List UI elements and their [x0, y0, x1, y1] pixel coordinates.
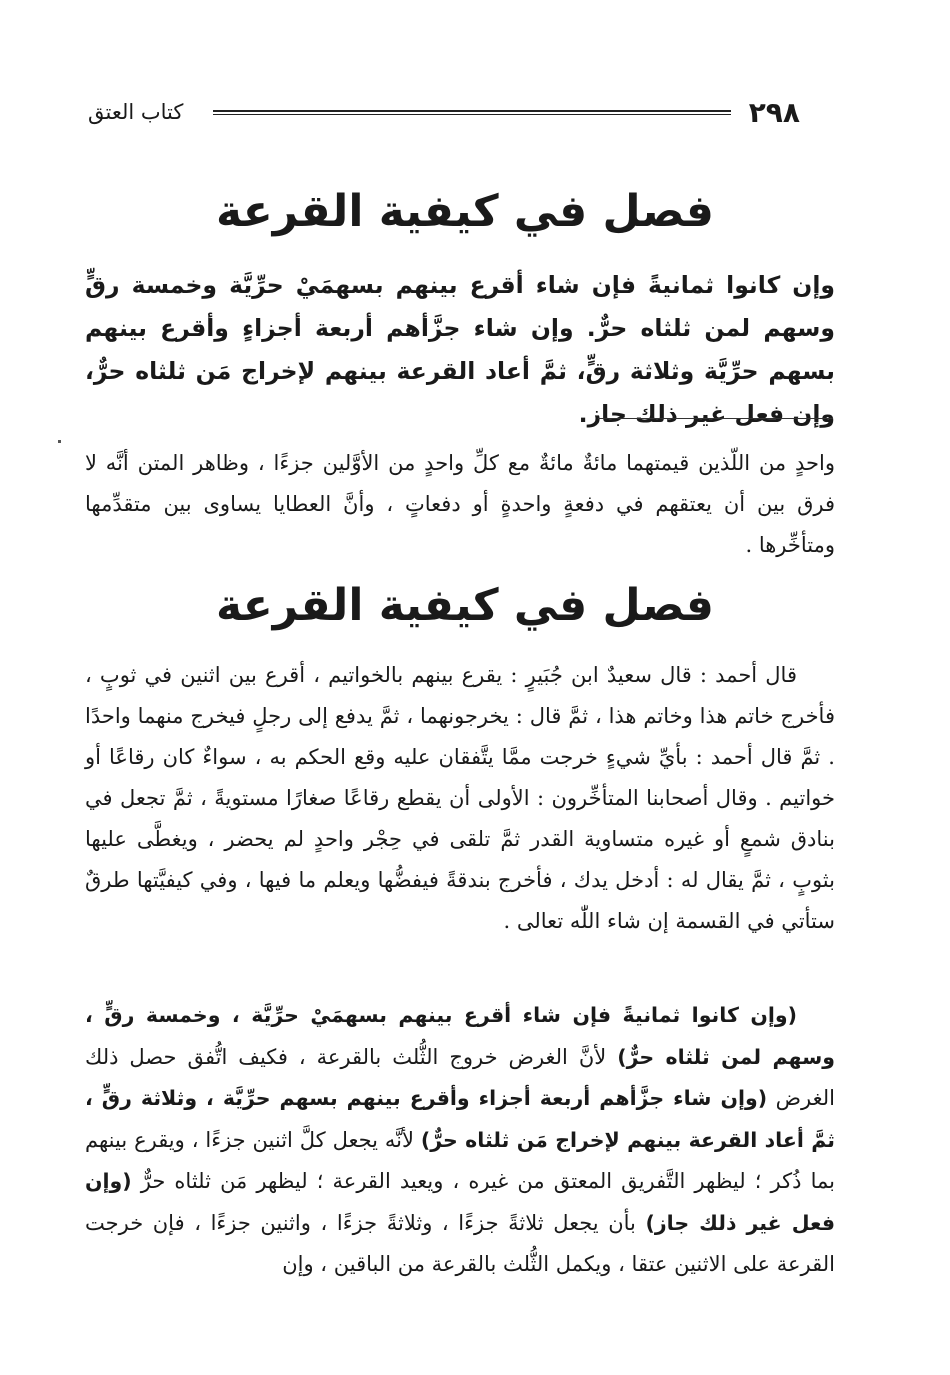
explanation-paragraph — [85, 995, 835, 1286]
commentary-continuation — [85, 443, 835, 566]
explanation-text: لأنَّ الغرض خروج الثُّلث بالقرعة ، فكيف اتُّفق حصل ذلك الغرض — [85, 1044, 835, 1110]
quoted-matn: (وإن كانوا ثمانيةً فإن شاء أقرع بينهم بسهمَيْ حرِّيَّة ، وخمسة رقٍّ ، وسهم لمن ثلثاه حرٌّ) — [85, 1003, 835, 1069]
explanation-text: لأنَّه يجعل كلَّ اثنين جزءًا ، ويقرع بينهم بما ذُكر ؛ ليظهر التَّفريق المعتق من غيره ، ويعيد القرعة ؛ ليظهر مَن ثلثاه حرٌّ — [85, 1127, 835, 1193]
page-number: ٢٩٨ — [748, 95, 800, 129]
explanation-section — [85, 995, 835, 1286]
header-rule — [213, 110, 730, 115]
section-heading-main: فصل في كيفية القرعة — [216, 186, 714, 237]
quoted-matn: (وإن شاء جزَّأهم أربعة أجزاء وأقرع بينهم بسهم حرِّيَّة ، وثلاثة رقٍّ ، ثمَّ أعاد القرعة بينهم لإخراج مَن ثلثاه حرٌّ) — [85, 1086, 835, 1152]
book-title: كتاب العتق — [88, 100, 184, 124]
quoted-matn: (وإن فعل غير ذلك جاز) — [85, 1169, 835, 1235]
margin-mark — [58, 440, 61, 443]
commentary-paragraph: قال أحمد : قال سعيدٌ ابن جُبَيرٍ : يقرع بينهم بالخواتيم ، أقرع بين اثنين في ثوبٍ ، فأخرج خاتم هذا وخاتم هذا ، ثمَّ قال : يخرجونهما ، ثمَّ يدفع إلى رجلٍ فيخرج منهما واحدًا . ثمَّ قال أحمد : بأيِّ شيءٍ خرجت ممَّا يتَّفقان عليه وقع الحكم به ، سواءٌ كان رقاعًا أو خواتيم . وقال أصحابنا المتأخِّرون : الأولى أن يقطع رقاعًا صغارًا مستويةً ، ثمَّ تجعل في بنادق شمعٍ أو غيره متساوية القدر ثمَّ تلقى في حِجْر واحدٍ لم يحضر ، ويغطَّى عليها بثوبٍ ، ثمَّ يقال له : أدخل يدك ، فأخرج بندقةً فيفضُّها ويعلم ما فيها ، وفي كيفيَّتها طرقٌ ستأتي في القسمة إن شاء اللّٰه تعالى . — [85, 663, 835, 933]
explanation-text: بأن يجعل ثلاثةً جزءًا ، وثلاثةً جزءًا ، واثنين جزءًا ، فإن خرجت القرعة على الاثنين عتقا ، ويكمل الثُّلث بالقرعة من الباقين ، وإن — [85, 1210, 835, 1276]
running-header — [88, 92, 800, 132]
section-heading-commentary: فصل في كيفية القرعة — [216, 580, 714, 631]
main-matn-text: وإن كانوا ثمانيةً فإن شاء أقرع بينهم بسهمَيْ حرِّيَّة وخمسة رقٍّ وسهم لمن ثلثاه حرٌّ. وإن شاء جزَّأهم أربعة أجزاءٍ وأقرع بينهم بسهم حرِّيَّة وثلاثة رقٍّ، ثمَّ أعاد القرعة بينهم لإخراج مَن ثلثاه حرٌّ، وإن فعل غير ذلك جاز. — [85, 271, 835, 428]
commentary-section — [85, 655, 835, 942]
commentary-paragraph: واحدٍ من اللّذين قيمتهما مائةٌ مائةٌ مع كلِّ واحدٍ من الأوَّلين جزءًا ، وظاهر المتن أنَّه لا فرق بين أن يعتقهم في دفعةٍ واحدةٍ أو دفعاتٍ ، وأنَّ العطايا يساوى بين متقدِّمها ومتأخِّرها . — [85, 451, 835, 557]
separator-rule — [598, 418, 833, 419]
